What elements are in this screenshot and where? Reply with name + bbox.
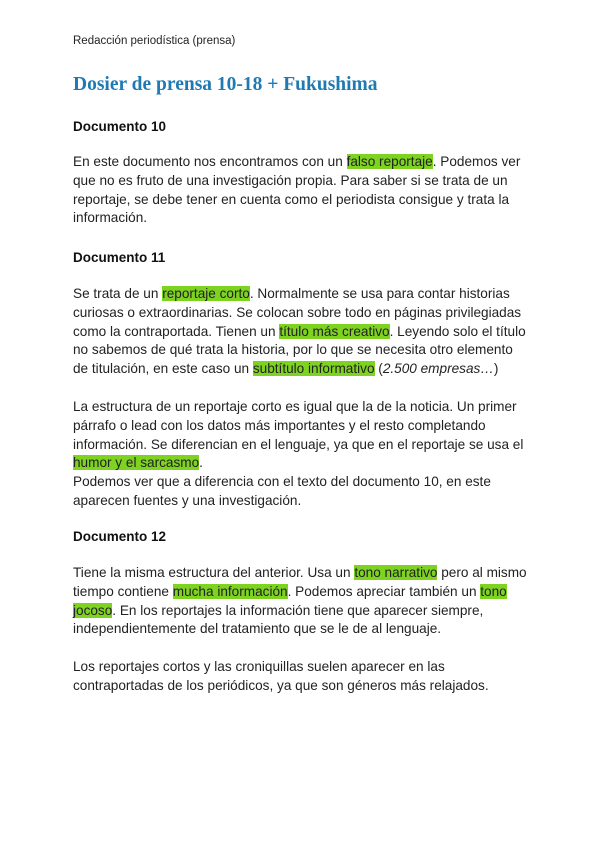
document-title: Dosier de prensa 10-18 + Fukushima — [73, 74, 378, 95]
text-run: . — [199, 455, 203, 471]
doc10-paragraph — [73, 153, 531, 228]
text-run: . Podemos apreciar también un — [287, 583, 481, 599]
text-run: En este documento nos encontramos con un — [73, 154, 347, 169]
text-run: Se trata de un — [73, 286, 163, 301]
text-run: La estructura de un reportaje corto es igual que la de la noticia. Un primer párrafo o lead con los datos más importantes y el resto completando información. Se diferencian en el lenguaje, ya que en el reportaje se usa el — [73, 399, 524, 452]
text-run: . Leyendo solo el título no sabemos de qué trata la historia, por lo que se necesita otro elemento de titulación, en este caso un — [73, 323, 526, 377]
section-heading-doc12: Documento 12 — [73, 529, 167, 544]
doc11-paragraph-2 — [73, 398, 531, 473]
italic-example: 2.500 empresas… — [382, 361, 494, 377]
section-heading-doc11: Documento 11 — [73, 250, 166, 265]
text-run: pero al mismo tiempo contiene — [73, 565, 527, 599]
highlight: humor y el sarcasmo — [73, 455, 200, 471]
doc12-paragraph-1 — [73, 564, 531, 639]
text-run: ( — [374, 361, 383, 377]
highlight: tono jocoso — [73, 583, 507, 618]
highlight: subtítulo informativo — [252, 361, 375, 377]
doc11-paragraph-3: Podemos ver que a diferencia con el texto del documento 10, en este aparecen fuentes y una investigación. — [73, 474, 491, 508]
highlight: tono narrativo — [354, 565, 438, 580]
course-header: Redacción periodística (prensa) — [73, 35, 236, 47]
highlight: mucha información — [172, 583, 288, 599]
text-run: Tiene la misma estructura del anterior. Usa un — [73, 565, 355, 580]
section-heading-doc10: Documento 10 — [73, 119, 167, 134]
text-run: . Podemos ver que no es fruto de una investigación propia. Para saber si se trata de un reportaje, se debe tener en cuenta como el periodista consigue y trata la información. — [73, 154, 521, 226]
doc12-paragraph-2: Los reportajes cortos y las croniquillas suelen aparecer en las contraportadas de los periódicos, ya que son géneros más relajados. — [73, 659, 489, 693]
doc11-paragraph-1 — [73, 285, 531, 379]
text-run: . Normalmente se usa para contar historias curiosas o extraordinarias. Se colocan sobre todo en páginas privilegiadas como la contraportada. Tienen un — [73, 286, 522, 339]
highlight: reportaje corto — [162, 286, 250, 301]
highlight: falso reportaje — [346, 154, 433, 169]
highlight: título más creativo — [279, 323, 390, 339]
text-run: . En los reportajes la información tiene que aparecer siempre, independientemente del tratamiento que se le de al lenguaje. — [73, 602, 484, 637]
text-run: ) — [493, 361, 499, 377]
